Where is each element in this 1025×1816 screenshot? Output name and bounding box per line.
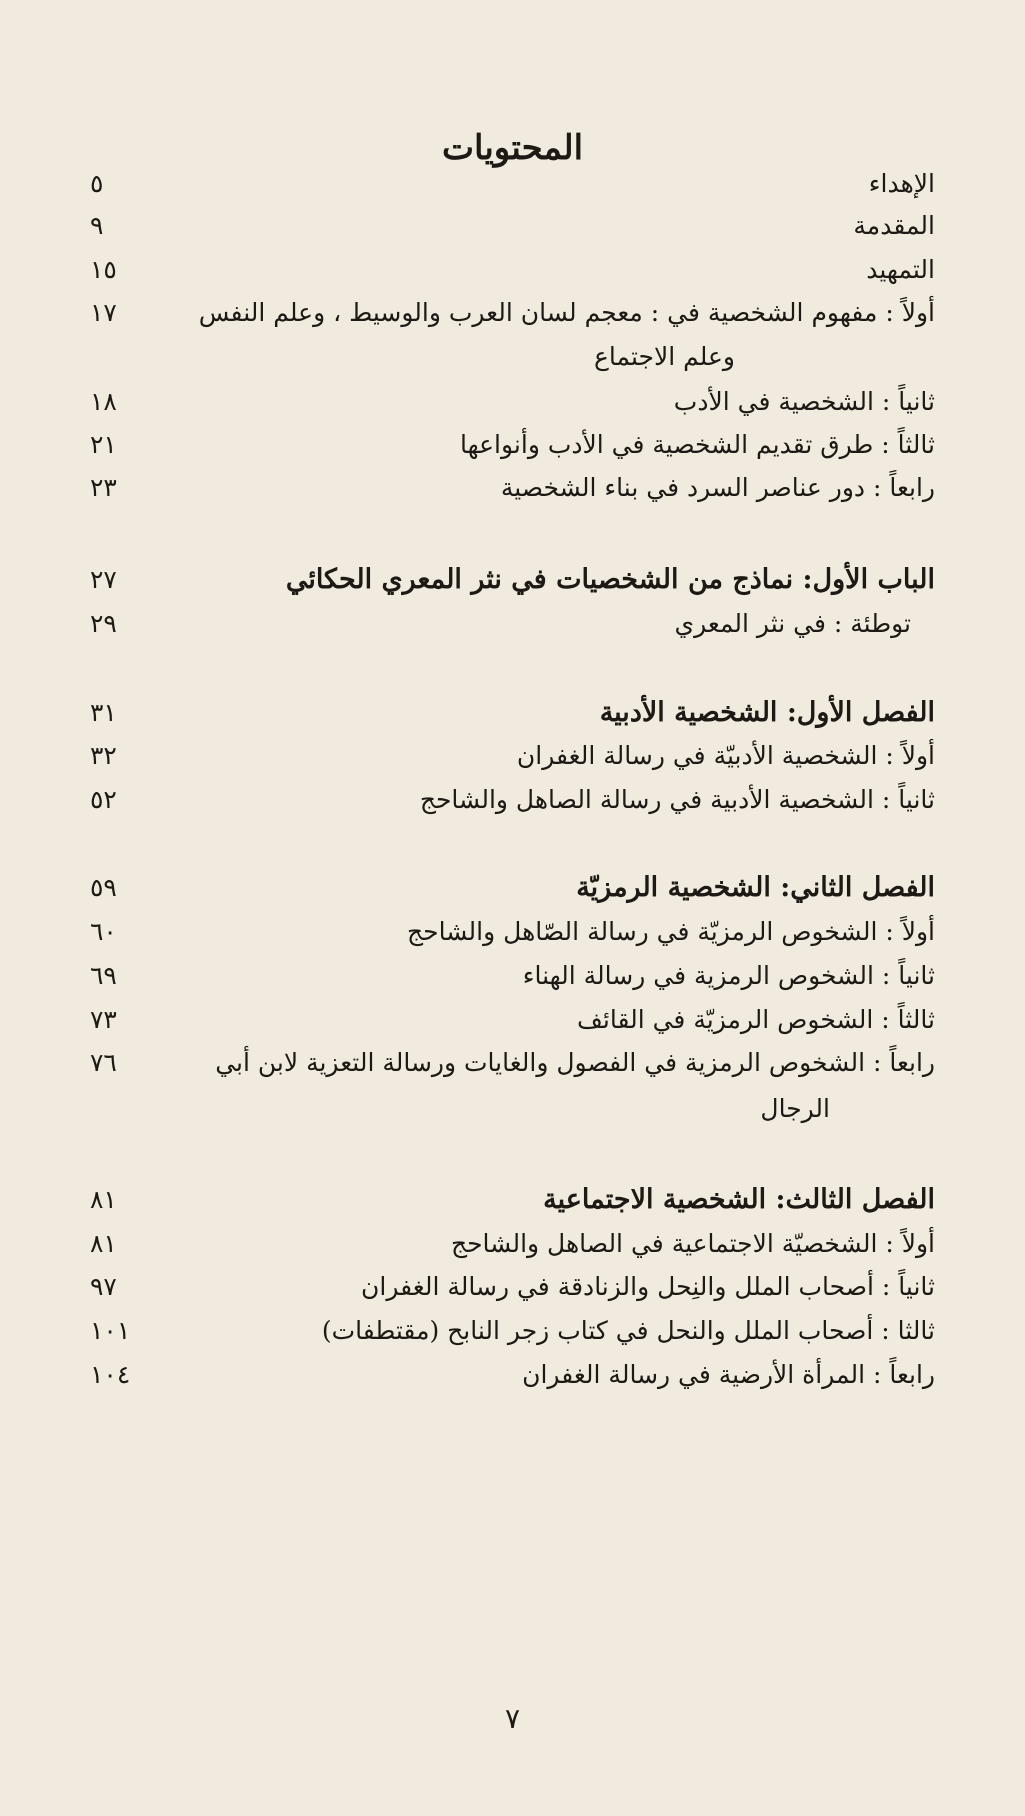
toc-chapter-heading: [90, 693, 935, 733]
entry-page: ٣٢: [90, 741, 117, 770]
page-number: ٧: [504, 1702, 521, 1735]
toc-entry: [90, 1355, 935, 1395]
toc-entry: [90, 468, 935, 508]
entry-page: ٩: [90, 211, 104, 240]
entry-text: أولاً : الشخصيّة الاجتماعية في الصاهل والشاحج: [450, 1229, 935, 1258]
entry-page: ١٠١: [90, 1316, 131, 1345]
entry-text: أولاً : مفهوم الشخصية في : معجم لسان العرب والوسيط ، وعلم النفس: [198, 298, 935, 327]
entry-text: المقدمة: [853, 211, 935, 240]
entry-page: ٧٦: [90, 1048, 117, 1077]
entry-text: رابعاً : المرأة الأرضية في رسالة الغفران: [522, 1360, 935, 1389]
toc-entry: [90, 1267, 935, 1307]
entry-text: ثانياً : الشخصية في الأدب: [673, 387, 935, 416]
entry-text: الفصل الثاني: الشخصية الرمزيّة: [576, 872, 935, 903]
entry-page: ١٨: [90, 387, 117, 416]
entry-page: ٣١: [90, 698, 117, 727]
toc-entry: [90, 382, 935, 422]
entry-text: ثالثا : أصحاب الملل والنحل في كتاب زجر النابح (مقتطفات): [321, 1316, 935, 1345]
entry-page: ٢١: [90, 430, 117, 459]
entry-text: أولاً : الشخوص الرمزيّة في رسالة الصّاهل والشاحج: [407, 917, 935, 946]
entry-page: ٢٣: [90, 473, 117, 502]
entry-continuation: الرجال: [760, 1094, 830, 1123]
toc-part-heading: [90, 560, 935, 600]
page-title: المحتويات: [441, 128, 584, 168]
entry-page: ٢٩: [90, 609, 117, 638]
toc-entry: [90, 780, 935, 820]
entry-text: الإهداء: [868, 169, 935, 198]
toc-entry: [90, 206, 935, 246]
entry-text: أولاً : الشخصية الأدبيّة في رسالة الغفران: [516, 741, 935, 770]
entry-text: ثانياً : الشخصية الأدبية في رسالة الصاهل والشاحج: [419, 785, 935, 814]
entry-page: ٩٧: [90, 1272, 117, 1301]
entry-page: ٦٠: [90, 917, 117, 946]
entry-text: رابعاً : الشخوص الرمزية في الفصول والغايات ورسالة التعزية لابن أبي: [215, 1048, 935, 1077]
toc-entry: [90, 736, 935, 776]
toc-entry: [90, 604, 935, 644]
toc-chapter-heading: [90, 1180, 935, 1220]
toc-entry: [90, 425, 935, 465]
entry-text: ثالثاً : طرق تقديم الشخصية في الأدب وأنواعها: [460, 430, 935, 459]
toc-chapter-heading: [90, 868, 935, 908]
entry-text: رابعاً : دور عناصر السرد في بناء الشخصية: [500, 473, 935, 502]
entry-page: ٥٩: [90, 873, 117, 902]
toc-entry: [90, 1043, 935, 1083]
entry-text: الفصل الثالث: الشخصية الاجتماعية: [543, 1184, 935, 1215]
entry-page: ٥: [90, 169, 104, 198]
entry-text: الفصل الأول: الشخصية الأدبية: [599, 697, 935, 728]
entry-page: ٢٧: [90, 565, 117, 594]
entry-page: ١٠٤: [90, 1360, 131, 1389]
entry-page: ٥٢: [90, 785, 117, 814]
toc-entry: [90, 1224, 935, 1264]
toc-entry: [90, 956, 935, 996]
entry-text: التمهيد: [866, 255, 935, 284]
entry-continuation: وعلم الاجتماع: [593, 342, 735, 371]
entry-page: ٨١: [90, 1185, 117, 1214]
entry-text: ثانياً : الشخوص الرمزية في رسالة الهناء: [522, 961, 935, 990]
toc-entry: [90, 912, 935, 952]
entry-text: ثالثاً : الشخوص الرمزيّة في القائف: [576, 1005, 935, 1034]
entry-page: ٨١: [90, 1229, 117, 1258]
entry-page: ٦٩: [90, 961, 117, 990]
entry-page: ١٥: [90, 255, 117, 284]
toc-entry: [90, 250, 935, 290]
toc-entry: [90, 1000, 935, 1040]
entry-text: ثانياً : أصحاب الملل والنِحل والزنادقة في رسالة الغفران: [361, 1272, 935, 1301]
toc-entry: [90, 293, 935, 333]
entry-page: ٧٣: [90, 1005, 117, 1034]
entry-text: الباب الأول: نماذج من الشخصيات في نثر المعري الحكائي: [285, 564, 935, 595]
entry-page: ١٧: [90, 298, 117, 327]
toc-entry: [90, 1311, 935, 1351]
entry-text: توطئة : في نثر المعري: [674, 609, 911, 638]
toc-entry: [90, 164, 935, 204]
